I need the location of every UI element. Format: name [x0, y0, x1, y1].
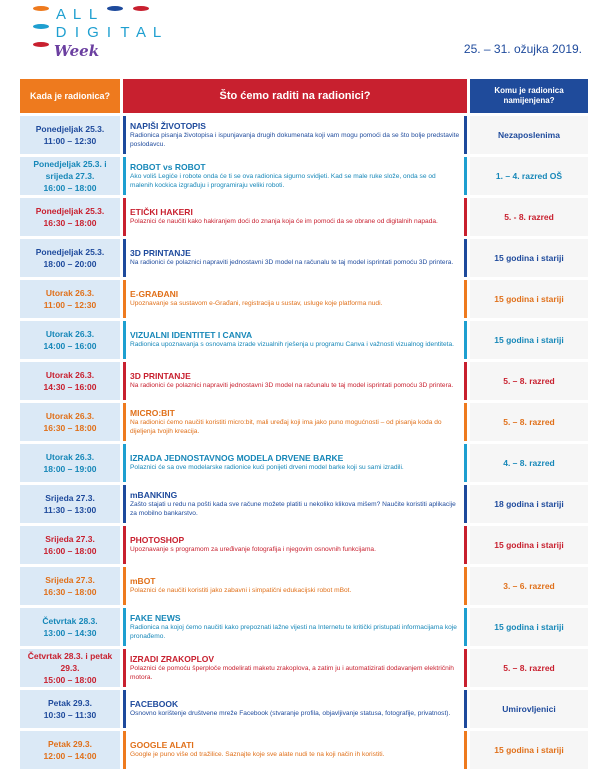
workshop-info — [123, 690, 467, 728]
header-who: Komu je radionica namijenjena? — [470, 79, 588, 113]
workshop-description: Na radionici ćemo naučiti koristiti micro:bit, mali uređaj koji ima jako puno mogućnosti – od pisanja koda do dijeljenja tvojih kreacija. — [130, 419, 442, 435]
workshop-day: Srijeda 27.3. — [45, 493, 95, 503]
workshop-title: PHOTOSHOP — [130, 535, 185, 546]
workshop-hours: 18:00 – 19:00 — [43, 464, 97, 474]
table-row — [20, 239, 588, 277]
workshop-description: Radionica na kojoj ćemo naučiti kako prepoznati lažne vijesti na Internetu te kritički pristupati informacijama koje pronađemo. — [130, 624, 457, 640]
table-row — [20, 280, 588, 318]
table-row — [20, 485, 588, 523]
workshop-time — [20, 198, 120, 236]
workshop-schedule-table — [17, 76, 591, 772]
workshop-time — [20, 608, 120, 646]
workshop-audience: 15 godina i stariji — [470, 280, 588, 318]
workshop-description: Polaznici će sa ove modelarske radionice kući ponijeti drveni model barke koji su sami izradili. — [130, 464, 404, 472]
table-row — [20, 649, 588, 687]
workshop-day: Utorak 26.3. — [45, 370, 95, 380]
workshop-hours: 15:00 – 18:00 — [43, 675, 97, 685]
workshop-time — [20, 239, 120, 277]
workshop-description: Polaznici će naučiti kako hakiranjem doći do znanja koja će im pomoći da se obrane od digitalnih napada. — [130, 218, 438, 226]
workshop-time — [20, 444, 120, 482]
workshop-title: FAKE NEWS — [130, 613, 181, 623]
workshop-title: ETIČKI HAKERI — [130, 207, 193, 218]
workshop-info — [123, 731, 467, 769]
workshop-time — [20, 116, 120, 154]
workshop-day: Utorak 26.3. — [45, 288, 95, 298]
workshop-title: GOOGLE ALATI — [130, 740, 194, 751]
workshop-day: Petak 29.3. — [48, 698, 92, 708]
workshop-title: E-GRAĐANI — [130, 289, 179, 300]
workshop-day: Ponedjeljak 25.3. — [35, 206, 105, 216]
workshop-time — [20, 403, 120, 441]
workshop-audience: 18 godina i stariji — [470, 485, 588, 523]
workshop-hours: 11:00 – 12:30 — [43, 300, 97, 310]
workshop-hours: 16:30 – 18:00 — [43, 218, 97, 228]
workshop-title: mBOT — [130, 576, 156, 587]
workshop-title: 3D PRINTANJE — [130, 248, 191, 259]
workshop-audience: 15 godina i stariji — [470, 731, 588, 769]
workshop-hours: 11:00 – 12:30 — [43, 136, 97, 146]
workshop-title: MICRO:BIT — [130, 408, 175, 418]
workshop-audience: 15 godina i stariji — [470, 608, 588, 646]
workshop-description: Upoznavanje sa sustavom e-Građani, registracija u sustav, usluge koje platforma nudi. — [130, 300, 383, 308]
workshop-hours: 14:30 – 16:00 — [43, 382, 97, 392]
workshop-info — [123, 485, 467, 523]
workshop-day: Četvrtak 28.3. i petak 29.3. — [27, 651, 113, 673]
workshop-hours: 12:00 – 14:00 — [43, 751, 97, 761]
workshop-title: 3D PRINTANJE — [130, 371, 191, 382]
workshop-time — [20, 362, 120, 400]
logo-line-all: A L L — [28, 6, 178, 24]
event-dates: 25. – 31. ožujka 2019. — [463, 42, 582, 56]
logo-line-week: Week — [28, 42, 178, 60]
workshop-title: ROBOT vs ROBOT — [130, 162, 206, 172]
table-row — [20, 731, 588, 769]
workshop-hours: 14:00 – 16:00 — [43, 341, 97, 351]
workshop-info — [123, 526, 467, 564]
workshop-info — [123, 198, 467, 236]
workshop-description: Na radionici će polaznici napraviti jednostavni 3D model na računalu te taj model isprintati pomoću 3D printera. — [130, 259, 454, 267]
workshop-hours: 16:30 – 18:00 — [43, 587, 97, 597]
workshop-info — [123, 608, 467, 646]
workshop-time — [20, 690, 120, 728]
workshop-audience: 5. – 8. razred — [470, 649, 588, 687]
table-header-row — [20, 79, 588, 113]
workshop-title: FACEBOOK — [130, 699, 179, 710]
workshop-title: IZRADA JEDNOSTAVNOG MODELA DRVENE BARKE — [130, 453, 344, 464]
workshop-hours: 16:00 – 18:00 — [43, 546, 97, 556]
workshop-info — [123, 116, 467, 154]
table-row — [20, 608, 588, 646]
table-row — [20, 157, 588, 195]
workshop-info — [123, 157, 467, 195]
workshop-info — [123, 567, 467, 605]
workshop-description: Na radionici će polaznici napraviti jednostavni 3D model na računalu te taj model isprintati pomoću 3D printera. — [130, 382, 454, 390]
workshop-time — [20, 157, 120, 195]
workshop-audience: 5. – 8. razred — [470, 403, 588, 441]
table-row — [20, 526, 588, 564]
workshop-audience: Umirovljenici — [470, 690, 588, 728]
table-row — [20, 403, 588, 441]
workshop-audience: 3. – 6. razred — [470, 567, 588, 605]
workshop-audience: 15 godina i stariji — [470, 526, 588, 564]
workshop-hours: 16:30 – 18:00 — [43, 423, 97, 433]
workshop-description: Google je puno više od tražilice. Saznajte koje sve alate nudi te na koji način ih koristiti. — [130, 751, 385, 759]
table-row — [20, 567, 588, 605]
workshop-audience: 15 godina i stariji — [470, 321, 588, 359]
workshop-audience: 4. – 8. razred — [470, 444, 588, 482]
workshop-description: Upoznavanje s programom za uređivanje fotografija i njegovim osnovnih funkcijama. — [130, 546, 376, 554]
table-row — [20, 116, 588, 154]
workshop-day: Petak 29.3. — [48, 739, 92, 749]
table-row — [20, 444, 588, 482]
workshop-hours: 16:00 – 18:00 — [43, 183, 97, 193]
workshop-info — [123, 649, 467, 687]
workshop-info — [123, 444, 467, 482]
workshop-description: Polaznici će naučiti koristiti jako zabavni i simpatični edukacijski robot mBot. — [130, 587, 352, 595]
workshop-info — [123, 403, 467, 441]
workshop-audience: Nezaposlenima — [470, 116, 588, 154]
header-when: Kada je radionica? — [20, 79, 120, 113]
workshop-description: Osnovno korištenje društvene mreže Facebook (stvaranje profila, objavljivanje statusa, fotografije, privatnost). — [130, 710, 451, 718]
workshop-audience: 5. - 8. razred — [470, 198, 588, 236]
logo-line-digital: D I G I T A L — [28, 24, 178, 42]
table-row — [20, 690, 588, 728]
workshop-audience: 1. – 4. razred OŠ — [470, 157, 588, 195]
workshop-day: Utorak 26.3. — [45, 411, 95, 421]
workshop-time — [20, 731, 120, 769]
workshop-day: Četvrtak 28.3. — [42, 616, 98, 626]
workshop-info — [123, 280, 467, 318]
workshop-description: Radionica upoznavanja s osnovama izrade vizualnih rješenja u programu Canva i važnosti vizualnog identiteta. — [130, 341, 455, 349]
workshop-title: VIZUALNI IDENTITET I CANVA — [130, 330, 253, 341]
workshop-hours: 13:00 – 14:30 — [43, 628, 97, 638]
workshop-day: Ponedjeljak 25.3. — [35, 247, 105, 257]
workshop-time — [20, 649, 120, 687]
workshop-description: Ako voliš Legiće i robote onda će ti se ova radionica sigurno svidjeti. Kad se male ruke slože, onda se od malenih kockica izgrađuju i programiraju veliki roboti. — [130, 173, 436, 189]
workshop-info — [123, 362, 467, 400]
header-what: Što ćemo raditi na radionici? — [123, 79, 467, 113]
workshop-time — [20, 526, 120, 564]
workshop-day: Ponedjeljak 25.3. i srijeda 27.3. — [33, 159, 107, 181]
workshop-time — [20, 567, 120, 605]
table-row — [20, 198, 588, 236]
workshop-title: IZRADI ZRAKOPLOV — [130, 654, 215, 664]
workshop-day: Utorak 26.3. — [45, 329, 95, 339]
all-digital-week-logo — [28, 6, 178, 68]
table-row — [20, 362, 588, 400]
workshop-title: mBANKING — [130, 490, 178, 500]
workshop-day: Utorak 26.3. — [45, 452, 95, 462]
workshop-description: Polaznici će pomoću šperploče modelirati maketu zrakoplova, a zatim ju i automatizirati dodavanjem električnih motora. — [130, 665, 454, 681]
workshop-day: Srijeda 27.3. — [45, 534, 95, 544]
workshop-time — [20, 321, 120, 359]
workshop-title: NAPIŠI ŽIVOTOPIS — [130, 121, 206, 131]
workshop-day: Srijeda 27.3. — [45, 575, 95, 585]
table-row — [20, 321, 588, 359]
workshop-hours: 18:00 – 20:00 — [43, 259, 97, 269]
workshop-audience: 15 godina i stariji — [470, 239, 588, 277]
workshop-description: Radionica pisanja životopisa i ispunjavanja drugih dokumenata koji vam mogu pomoći da se što bolje predstavite poslodavcu. — [130, 132, 460, 148]
workshop-time — [20, 280, 120, 318]
workshop-audience: 5. – 8. razred — [470, 362, 588, 400]
workshop-info — [123, 321, 467, 359]
workshop-time — [20, 485, 120, 523]
workshop-description: Zašto stajati u redu na pošti kada sve račune možete platiti u nekoliko klikova mišem? Naučite koristiti aplikacije za mobilno bankarstvo. — [130, 501, 456, 517]
workshop-hours: 11:30 – 13:00 — [43, 505, 97, 515]
workshop-info — [123, 239, 467, 277]
workshop-hours: 10:30 – 11:30 — [43, 710, 97, 720]
workshop-day: Ponedjeljak 25.3. — [35, 124, 105, 134]
